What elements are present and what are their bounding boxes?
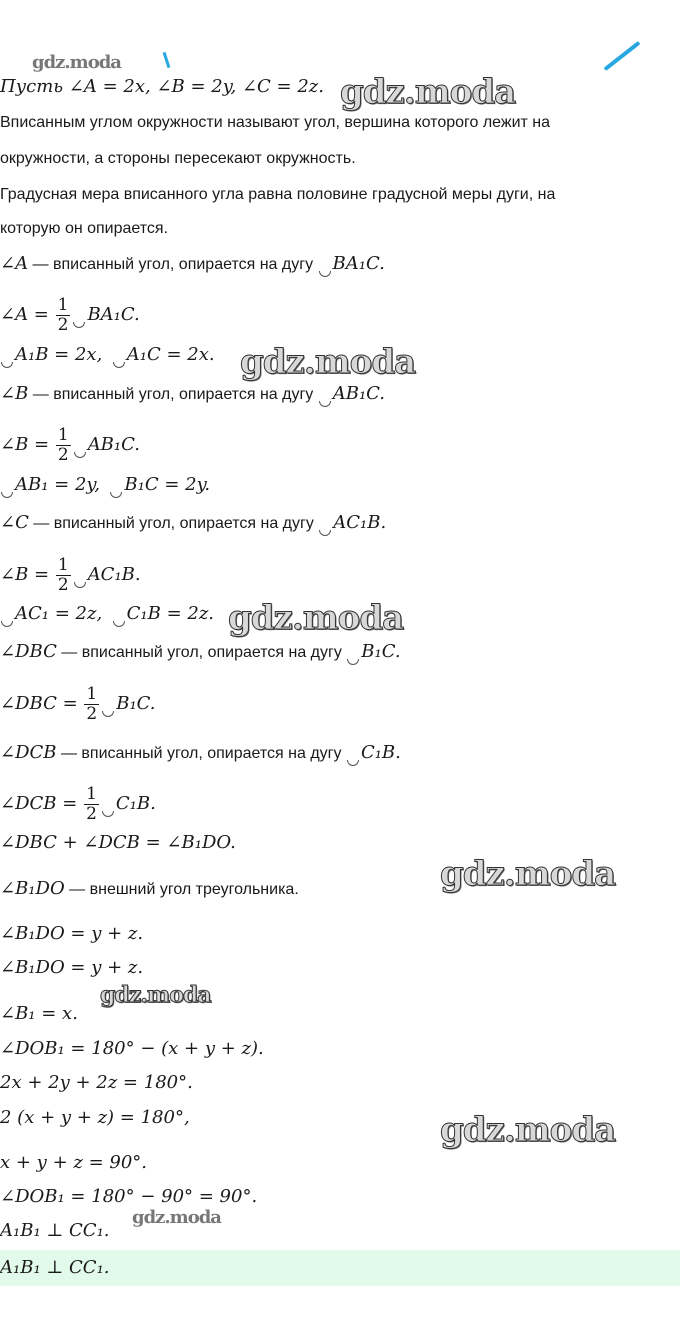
line-angle-dbc: [0, 641, 401, 665]
line-angle-c: [0, 512, 386, 536]
math-text: ∠C: [0, 512, 29, 533]
math-text: A₁B₁ ⊥ CC₁.: [0, 1257, 110, 1278]
text: — вписанный угол, опирается на дугу: [56, 745, 346, 762]
line-angle-c-eq: [0, 553, 141, 597]
line-dob1: [0, 1038, 264, 1060]
arc-icon: [73, 578, 87, 588]
arc-icon: [318, 526, 332, 536]
text: — вписанный угол, опирается на дугу: [56, 644, 347, 661]
math-text: ∠B₁DO: [0, 878, 65, 899]
math-text: B₁C = 2y.: [124, 474, 211, 495]
math-text: C₁B = 2z.: [126, 603, 215, 624]
text: — вписанный угол, опирается на дугу: [28, 515, 319, 532]
line-sum-2: [0, 1072, 193, 1094]
arc-icon: [0, 617, 14, 627]
math-text: ∠A =: [0, 304, 49, 325]
line-angle-a: [0, 253, 385, 277]
watermark-logo: gdz.moda: [440, 1110, 616, 1150]
math-text: ∠DCB =: [0, 793, 78, 814]
arc-icon: [101, 807, 115, 817]
fraction-numerator: 1: [57, 425, 69, 446]
math-text: ∠DOB₁ = 180° − 90° = 90°.: [0, 1186, 258, 1207]
watermark-logo: gdz.moda: [32, 52, 121, 73]
line-definition-1: [0, 112, 550, 134]
watermark-logo: gdz.moda: [440, 854, 616, 894]
math-text: ∠DBC =: [0, 693, 78, 714]
fraction-denominator: 2: [86, 704, 98, 725]
text: — вписанный угол, опирается на дугу: [28, 386, 318, 403]
math-text: B₁C.: [361, 641, 401, 662]
math-text: BA₁C.: [87, 304, 140, 325]
math-text: BA₁C.: [332, 253, 385, 274]
line-b1do-2: [0, 957, 143, 979]
fraction-denominator: 2: [57, 575, 69, 596]
math-text: ∠A: [0, 253, 29, 274]
answer-text: [0, 1257, 110, 1279]
math-text: ∠B₁DO = y + z.: [0, 923, 144, 944]
line-angle-dcb-eq: [0, 782, 156, 826]
arc-icon: [346, 756, 360, 766]
math-text: ∠DBC: [0, 641, 57, 662]
text: Градусная мера вписанного угла равна половине градусной меры дуги, на: [0, 186, 556, 203]
math-text: ∠B₁DO = y + z.: [0, 957, 144, 978]
math-text: A₁B₁ ⊥ CC₁.: [0, 1220, 110, 1241]
line-sum-angles: [0, 832, 236, 854]
line-factor: [0, 1107, 190, 1129]
math-text: AB₁ = 2y,: [15, 474, 100, 495]
text: которую он опирается.: [0, 220, 169, 237]
fraction-numerator: 1: [86, 684, 98, 705]
line-dob1-90: [0, 1186, 257, 1208]
text: — вписанный угол, опирается на дугу: [28, 256, 318, 273]
arc-icon: [346, 655, 360, 665]
line-sum-90: [0, 1152, 147, 1174]
arc-icon: [0, 358, 14, 368]
text: Вписанным углом окружности называют угол, вершина которого лежит на: [0, 114, 551, 131]
line-b1: [0, 1003, 78, 1025]
arc-icon: [318, 397, 332, 407]
arc-icon: [73, 448, 87, 458]
math-text: AB₁C.: [87, 434, 140, 455]
text: — внешний угол треугольника.: [64, 881, 299, 898]
line-angle-dcb: [0, 742, 401, 766]
math-text: AC₁ = 2z,: [15, 603, 103, 624]
math-text: ∠DOB₁ = 180° − (x + y + z).: [0, 1038, 264, 1059]
fraction: [84, 785, 99, 824]
watermark-logo: gdz.moda: [340, 72, 516, 112]
fraction-denominator: 2: [57, 445, 69, 466]
arc-icon: [109, 488, 123, 498]
fraction: [84, 685, 99, 724]
math-text: A₁C = 2x.: [126, 344, 215, 365]
line-angle-a-eq: [0, 293, 140, 337]
math-text: AB₁C.: [332, 383, 386, 404]
fraction-numerator: 1: [57, 555, 69, 576]
math-text: Пусть ∠A = 2x, ∠B = 2y, ∠C = 2z.: [0, 76, 325, 97]
math-text: C₁B.: [360, 742, 401, 763]
math-text: B₁C.: [116, 693, 156, 714]
line-theorem-1: [0, 184, 555, 206]
math-text: 2 (x + y + z) = 180°,: [0, 1107, 190, 1128]
arc-icon: [112, 617, 126, 627]
watermark-logo: gdz.moda: [240, 342, 416, 382]
line-exterior-angle: [0, 878, 299, 901]
math-text: ∠B: [0, 383, 29, 404]
math-text: x + y + z = 90°.: [0, 1152, 148, 1173]
watermark-logo: gdz.moda: [228, 598, 404, 638]
math-text: ∠B =: [0, 564, 50, 585]
arc-icon: [101, 707, 115, 717]
arc-icon: [318, 267, 332, 277]
math-text: 2x + 2y + 2z = 180°.: [0, 1072, 193, 1093]
math-text: ∠B =: [0, 434, 50, 455]
answer-box: [0, 1250, 680, 1286]
fraction-numerator: 1: [57, 295, 69, 316]
watermark-logo: gdz.moda: [132, 1207, 221, 1228]
line-angle-dbc-eq: [0, 682, 156, 726]
line-perpendicular: [0, 1220, 110, 1242]
arc-icon: [112, 358, 126, 368]
fraction-denominator: 2: [57, 315, 69, 336]
fraction-numerator: 1: [86, 784, 97, 805]
decoration-stroke-right: [603, 41, 640, 71]
math-text: C₁B.: [115, 793, 156, 814]
arc-icon: [0, 488, 14, 498]
line-angle-b-eq: [0, 423, 140, 467]
math-text: AC₁B.: [333, 512, 387, 533]
line-arcs-c: [0, 603, 214, 627]
line-angle-b: [0, 383, 385, 407]
arc-icon: [72, 318, 86, 328]
fraction: [56, 556, 71, 595]
line-b1do-1: [0, 923, 143, 945]
math-text: AC₁B.: [87, 564, 141, 585]
math-text: ∠B₁ = x.: [0, 1003, 78, 1024]
fraction: [56, 296, 71, 335]
decoration-stroke-left: [163, 52, 171, 68]
math-text: ∠DCB: [0, 742, 57, 763]
math-text: ∠DBC + ∠DCB = ∠B₁DO.: [0, 832, 236, 853]
fraction-denominator: 2: [86, 804, 97, 825]
watermark-logo: gdz.moda: [100, 982, 211, 1008]
math-text: A₁B = 2x,: [15, 344, 103, 365]
line-arcs-b: [0, 474, 210, 498]
fraction: [56, 426, 71, 465]
line-theorem-2: [0, 218, 168, 240]
line-let: [0, 76, 324, 98]
text: окружности, а стороны пересекают окружность.: [0, 150, 356, 167]
line-arcs-a: [0, 344, 215, 368]
line-definition-2: [0, 148, 356, 170]
